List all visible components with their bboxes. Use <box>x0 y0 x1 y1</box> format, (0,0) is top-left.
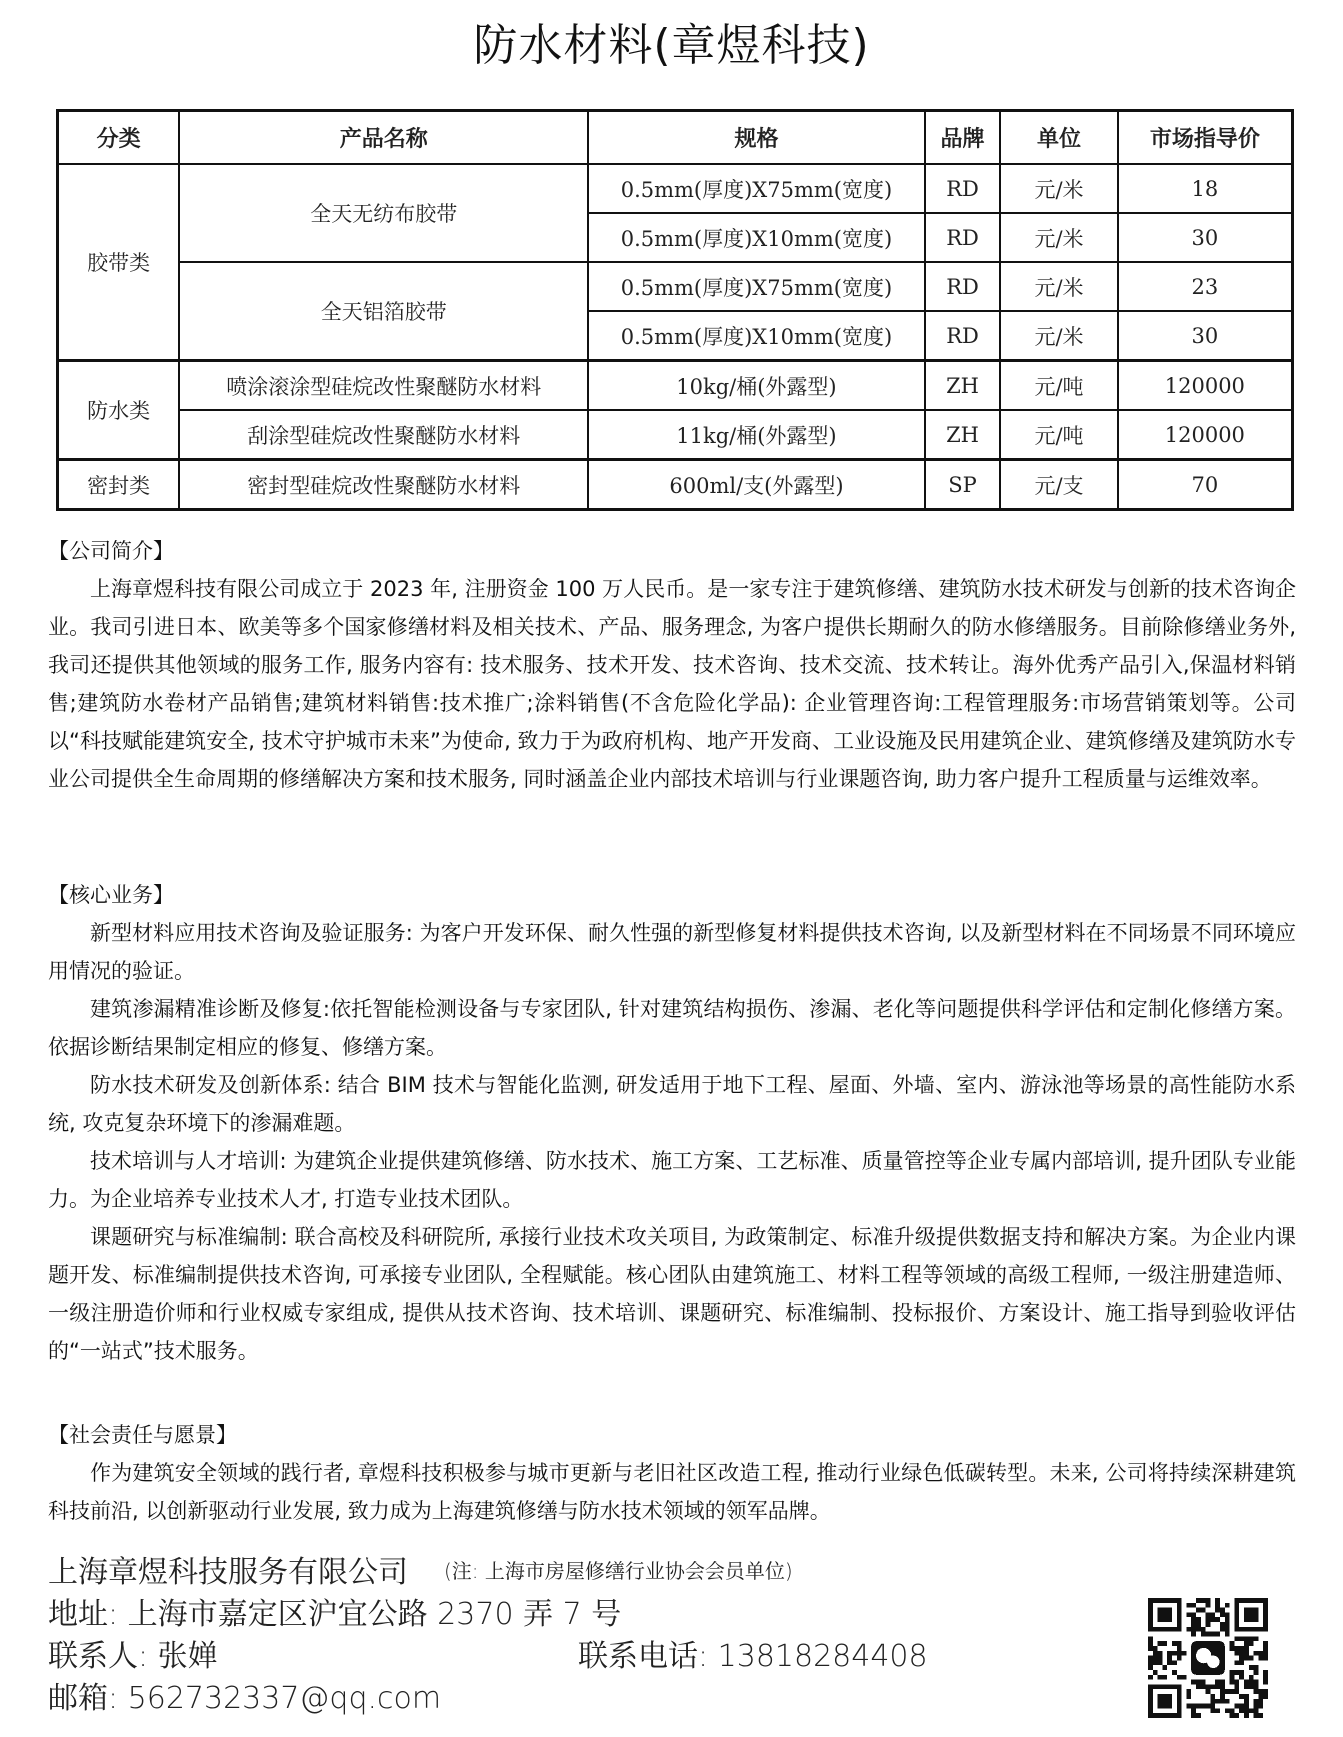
section-heading: 【公司简介】 <box>48 539 174 563</box>
price-cell: 120000 <box>1118 361 1293 411</box>
intro-paragraph: 上海章煜科技有限公司成立于 2023 年, 注册资金 100 万人民币。是一家专注于建筑修缮、建筑防水技术研发与创新的技术咨询企业。我司引进日本、欧美等多个国家修缮材料及相关技术、产品、服务理念, 为客户提供长期耐久的防水修缮服务。目前除修缮业务外, 我司还提供其他领域的服务工作, 服务内容有: 技术服务、技术开发、技术咨询、技术交流、技术转让。海外优秀产品引入,保温材料销售;建筑防水卷材产品销售;建筑材料销售:技术推广;涂料销售(不含危险化学品): 企业管理咨询:工程管理服务:市场营销策划等。公司以“科技赋能建筑安全, 技术守护城市未来”为使命, 致力于为政府机构、地产开发商、工业设施及民用建筑企业、建筑修缮及建筑防水专业公司提供全生命周期的修缮解决方案和技术服务, 同时涵盖企业内部技术培训与行业课题咨询, 助力客户提升工程质量与运维效率。 <box>48 577 1296 791</box>
product-name-cell: 全天铝箔胶带 <box>179 262 588 361</box>
unit-cell: 元/米 <box>1000 164 1117 213</box>
business-paragraph: 防水技术研发及创新体系: 结合 BIM 技术与智能化监测, 研发适用于地下工程、屋面、外墙、室内、游泳池等场景的高性能防水系统, 攻克复杂环境下的渗漏难题。 <box>48 1073 1296 1135</box>
price-cell: 18 <box>1118 164 1293 213</box>
unit-cell: 元/米 <box>1000 262 1117 311</box>
table-row <box>58 164 1293 213</box>
table-row <box>58 361 1293 411</box>
section-heading: 【社会责任与愿景】 <box>48 1423 237 1447</box>
brand-cell: SP <box>925 460 1001 510</box>
table-header-row <box>58 111 1293 165</box>
unit-cell: 元/吨 <box>1000 361 1117 411</box>
table-row <box>58 460 1293 510</box>
spec-cell: 0.5mm(厚度)X75mm(宽度) <box>588 164 924 213</box>
address: 地址: 上海市嘉定区沪宜公路 2370 弄 7 号 <box>48 1597 622 1632</box>
spec-cell: 0.5mm(厚度)X10mm(宽度) <box>588 311 924 361</box>
brand-cell: RD <box>925 164 1001 213</box>
spec-cell: 0.5mm(厚度)X10mm(宽度) <box>588 213 924 262</box>
company-intro-section <box>48 532 1296 798</box>
business-paragraph: 课题研究与标准编制: 联合高校及科研院所, 承接行业技术攻关项目, 为政策制定、标准升级提供数据支持和解决方案。为企业内课题开发、标准编制提供技术咨询, 可承接专业团队, 全程赋能。核心团队由建筑施工、材料工程等领域的高级工程师, 一级注册建造师、一级注册造价师和行业权威专家组成, 提供从技术咨询、技术培训、课题研究、标准编制、投标报价、方案设计、施工指导到验收评估的“一站式”技术服务。 <box>48 1225 1296 1363</box>
company-name: 上海章煜科技服务有限公司 <box>48 1555 408 1590</box>
header-brand: 品牌 <box>925 111 1001 165</box>
header-spec: 规格 <box>588 111 924 165</box>
vision-paragraph: 作为建筑安全领域的践行者, 章煜科技积极参与城市更新与老旧社区改造工程, 推动行业绿色低碳转型。未来, 公司将持续深耕建筑科技前沿, 以创新驱动行业发展, 致力成为上海建筑修缮与防水技术领域的领军品牌。 <box>48 1461 1296 1523</box>
wechat-qr-code-icon <box>1148 1598 1268 1718</box>
contact-person: 联系人: 张婵 <box>48 1639 218 1674</box>
category-cell: 密封类 <box>58 460 180 510</box>
product-name-cell: 密封型硅烷改性聚醚防水材料 <box>179 460 588 510</box>
spec-cell: 10kg/桶(外露型) <box>588 361 924 411</box>
email: 邮箱: 562732337@qq.com <box>48 1681 442 1716</box>
spec-cell: 600ml/支(外露型) <box>588 460 924 510</box>
price-cell: 23 <box>1118 262 1293 311</box>
membership-note: (注: 上海市房屋修缮行业协会会员单位) <box>444 1559 793 1583</box>
price-cell: 70 <box>1118 460 1293 510</box>
table-row <box>58 410 1293 460</box>
company-name-line <box>48 1550 1128 1594</box>
header-price: 市场指导价 <box>1118 111 1293 165</box>
product-name-cell: 喷涂滚涂型硅烷改性聚醚防水材料 <box>179 361 588 411</box>
page-title: 防水材料(章煜科技) <box>473 20 870 71</box>
brand-cell: ZH <box>925 361 1001 411</box>
business-paragraph: 建筑渗漏精准诊断及修复:依托智能检测设备与专家团队, 针对建筑结构损伤、渗漏、老化等问题提供科学评估和定制化修缮方案。依据诊断结果制定相应的修复、修缮方案。 <box>48 997 1296 1059</box>
unit-cell: 元/吨 <box>1000 410 1117 460</box>
spec-cell: 11kg/桶(外露型) <box>588 410 924 460</box>
business-paragraph: 技术培训与人才培训: 为建筑企业提供建筑修缮、防水技术、施工方案、工艺标准、质量管控等企业专属内部培训, 提升团队专业能力。为企业培养专业技术人才, 打造专业技术团队。 <box>48 1149 1296 1211</box>
product-name-cell: 刮涂型硅烷改性聚醚防水材料 <box>179 410 588 460</box>
header-category: 分类 <box>58 111 180 165</box>
product-name-cell: 全天无纺布胶带 <box>179 164 588 262</box>
wechat-bubble-right <box>1207 1656 1219 1668</box>
vision-section <box>48 1416 1296 1530</box>
table-row <box>58 262 1293 311</box>
unit-cell: 元/米 <box>1000 213 1117 262</box>
core-business-section <box>48 876 1296 1370</box>
section-heading: 【核心业务】 <box>48 883 174 907</box>
unit-cell: 元/支 <box>1000 460 1117 510</box>
spec-cell: 0.5mm(厚度)X75mm(宽度) <box>588 262 924 311</box>
unit-cell: 元/米 <box>1000 311 1117 361</box>
contact-line <box>48 1636 1128 1678</box>
price-cell: 30 <box>1118 213 1293 262</box>
header-product-name: 产品名称 <box>179 111 588 165</box>
category-cell: 防水类 <box>58 361 180 460</box>
brand-cell: ZH <box>925 410 1001 460</box>
price-cell: 120000 <box>1118 410 1293 460</box>
brand-cell: RD <box>925 262 1001 311</box>
brand-cell: RD <box>925 213 1001 262</box>
header-unit: 单位 <box>1000 111 1117 165</box>
contact-footer <box>48 1550 1128 1720</box>
price-cell: 30 <box>1118 311 1293 361</box>
category-cell: 胶带类 <box>58 164 180 361</box>
business-paragraph: 新型材料应用技术咨询及验证服务: 为客户开发环保、耐久性强的新型修复材料提供技术咨询, 以及新型材料在不同场景不同环境应用情况的验证。 <box>48 921 1296 983</box>
brand-cell: RD <box>925 311 1001 361</box>
price-table <box>56 109 1294 511</box>
phone-number: 联系电话: 13818284408 <box>578 1639 928 1674</box>
